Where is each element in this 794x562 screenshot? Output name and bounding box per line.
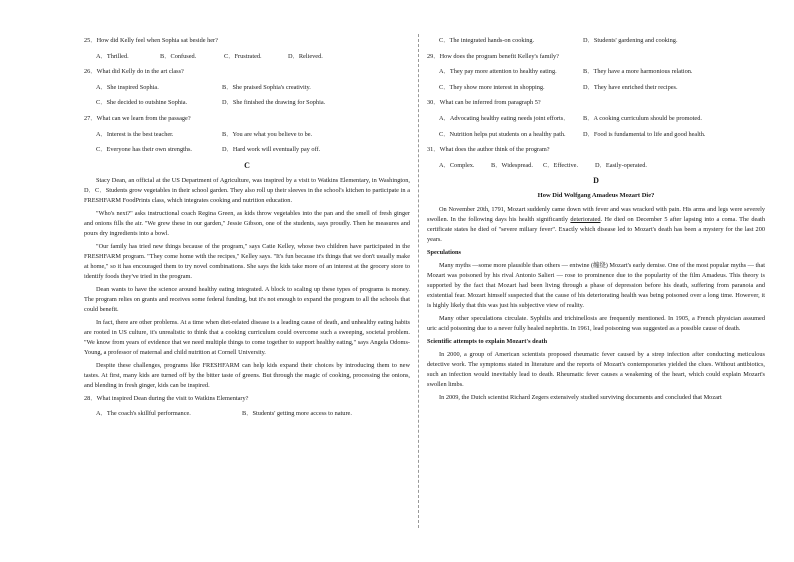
option-a: A．Complex. — [439, 161, 475, 169]
option-b: B．You are what you believe to be. — [222, 130, 313, 138]
subheading-scientific-attempts: Scientific attempts to explain Mozart's death — [427, 338, 548, 346]
passage-d-paragraph-2: Many myths —some more plausible than others — entwine (缠绕) Mozart's early demise. One of the most popular myths — that Mozart was poisoned by his rival Antonio Salieri — rose to prominence due to the popularity of the film Amadeus. This theory is supported by the fact that Mozart had been living through a phase of depression before his death, suffering from paranoia and existential fear. Mozart himself suspected that the cause of his deteriorating health was being poisoned over a long time. However, it is highly likely that this was just his subjective view of reality. — [427, 262, 765, 310]
option-b: B．She praised Sophia's creativity. — [222, 83, 311, 91]
right-column — [427, 36, 765, 406]
underlined-word: deteriorated — [570, 216, 601, 224]
passage-d-paragraph-5: In 2009, the Dutch scientist Richard Zegers extensively studied surviving documents and concluded that Mozart — [439, 394, 722, 402]
option-d: D．They have enriched their recipes. — [583, 83, 678, 91]
question-25-options — [84, 52, 410, 62]
question-26-stem: 26．What did Kelly do in the art class? — [84, 68, 184, 76]
option-c: C．The integrated hands-on cooking. — [439, 37, 535, 44]
option-a: A．The coach's skillful performance. — [96, 410, 191, 418]
option-b: B．They have a more harmonious relation. — [583, 68, 693, 76]
question-26-options-cd — [84, 98, 410, 108]
option-c: C．Nutrition helps put students on a healthy path. — [439, 130, 566, 138]
subheading-speculations: Speculations — [427, 249, 461, 257]
passage-d-paragraph-4: In 2000, a group of American scientists proposed rheumatic fever caused by a strep infection after conducting meticulous detective work. The symptoms stated in literature and the reports of Mozart's contemporaries yielded the clues. Without antibiotics, such an infection would inevitably lead to death. Rheumatic fever causes a weakening of the heart, which could explain Mozart's swollen limbs. — [427, 351, 765, 389]
question-26-options-ab — [84, 83, 410, 93]
question-27-stem: 27．What can we learn from the passage? — [84, 114, 191, 122]
passage-d-title: How Did Wolfgang Amadeus Mozart Die? — [537, 192, 655, 200]
question-30-options-cd — [427, 130, 765, 140]
option-b: B．Confused. — [160, 52, 197, 60]
section-heading-c: C — [244, 160, 250, 170]
section-heading-d: D — [593, 176, 599, 186]
passage-c-paragraph: Stacy Dean, an official at the US Department of Agriculture, was inspired by a visit to Watkins Elementary, in Washington, D．C．Students grow vegetables in their school garden. They also roll up their sleeves in the school's kitchen to participate in a FRESHFARM FoodPrints class, which integrates cooking and nutrition education. — [84, 176, 410, 204]
question-28-stem: 28．What inspired Dean during the visit to Watkins Elementary? — [84, 394, 249, 402]
passage-d-paragraph-1 — [427, 205, 765, 245]
passage-c-paragraph: "Our family has tried new things because of the program," says Catie Kelley, whose two children have participated in the FRESHFARM program. "They come home with the recipes," Kelley says. "It's fun because it's things that we don't usually make at home," so it has encouraged them to try novel combinations. She says the kids take more of an interest at the grocery store to identify foods they've tried in the program. — [84, 242, 410, 280]
option-d: D．Hard work will eventually pay off. — [222, 146, 321, 154]
option-c: C．Frustrated. — [224, 52, 262, 60]
option-d: D．She finished the drawing for Sophia. — [222, 99, 326, 107]
option-a: A．Interest is the best teacher. — [96, 130, 174, 138]
question-29-options-cd — [427, 83, 765, 93]
column-divider — [418, 34, 419, 528]
question-30-options-ab — [427, 114, 765, 124]
option-d: D．Relieved. — [288, 52, 323, 60]
question-28-options-ab — [84, 409, 410, 419]
option-d: D．Students' gardening and cooking. — [583, 37, 678, 44]
option-d: D．Food is fundamental to life and good health. — [583, 130, 706, 138]
passage-c-paragraph: Dean wants to have the science around healthy eating integrated. A block to scaling up these types of programs is money. The program relies on grants and receives some federal funding, but it's not enough to expand the program to all the schools that could benefit. — [84, 285, 410, 313]
passage-c-paragraph: Despite these challenges, programs like FRESHFARM can help kids expand their choices by introducing them to new tastes. At first, many kids are turned off by the bitter taste of greens. But through the magic of cooking, processing the onions, and blending in fresh ginger, kids can be inspired. — [84, 361, 410, 389]
option-a: A．She inspired Sophia. — [96, 83, 159, 91]
option-c: C．Effective. — [543, 161, 579, 169]
question-27-options-cd — [84, 145, 410, 155]
text-run: On November 20th, 1791, Mozart suddenly came down with fever and was wracked with pain. His arms and legs were severely swollen. In the following days his health significantly — [427, 206, 765, 224]
left-column — [84, 36, 410, 425]
question-29-options-ab — [427, 67, 765, 77]
option-b: B．Widespread. — [491, 161, 533, 169]
question-27-options-ab — [84, 130, 410, 140]
passage-c-paragraph: In fact, there are other problems. At a time when diet-related disease is a leading cause of death, and unhealthy eating habits are rooted in US culture, it's unrealistic to think that a cooking curriculum could overcome such a sweeping, societal problem. "We know from years of evidence that we need multiple things to come together to support healthy eating," says Angela Odoms-Young, a professor of maternal and child nutrition at Cornell University. — [84, 318, 410, 356]
option-d: D．Easily-operated. — [595, 161, 647, 169]
question-29-stem: 29．How does the program benefit Kelley's family? — [427, 52, 559, 60]
option-c: C．She decided to outshine Sophia. — [96, 99, 188, 107]
option-a: A．Thrilled. — [96, 52, 129, 60]
option-c: C．Everyone has their own strengths. — [96, 146, 193, 154]
option-a: A．They pay more attention to healthy eating. — [439, 68, 557, 76]
passage-d-paragraph-3: Many other speculations circulate. Syphilis and trichinellosis are frequently mentioned. In 1905, a French physician assumed uric acid poisoning due to a never fully healed nephritis. In 1961, lead poisoning was suggested as a possible cause of death. — [427, 315, 765, 333]
question-31-stem: 31．What does the author think of the program? — [427, 146, 550, 154]
question-25-stem: 25．How did Kelly feel when Sophia sat beside her? — [84, 37, 218, 44]
question-30-stem: 30．What can be inferred from paragraph 5? — [427, 99, 541, 107]
question-28-options-cd — [427, 36, 765, 46]
option-a: A．Advocating healthy eating needs joint efforts． — [439, 114, 570, 122]
option-b: B．A cooking curriculum should be promoted. — [583, 114, 702, 122]
option-b: B．Students' getting more access to nature. — [242, 410, 352, 418]
passage-c-paragraph: "Who's next?" asks instructional coach Regina Green, as kids throw vegetables into the pan and the smell of fresh ginger and onions fills the air. "We grew these in our garden," Jessie Gibson, one of the students, says proudly. Then he measures and pours dry ingredients into a bowl. — [84, 209, 410, 237]
option-c: C．They show more interest in shopping. — [439, 83, 545, 91]
question-31-options — [427, 161, 765, 171]
text-run: . He died on December 5 after lapsing into a coma. The death certificate states he died of "severe miliary fever". Exactly which disease led to Mozart's death has been a mystery for the last 200 years. — [427, 216, 765, 244]
